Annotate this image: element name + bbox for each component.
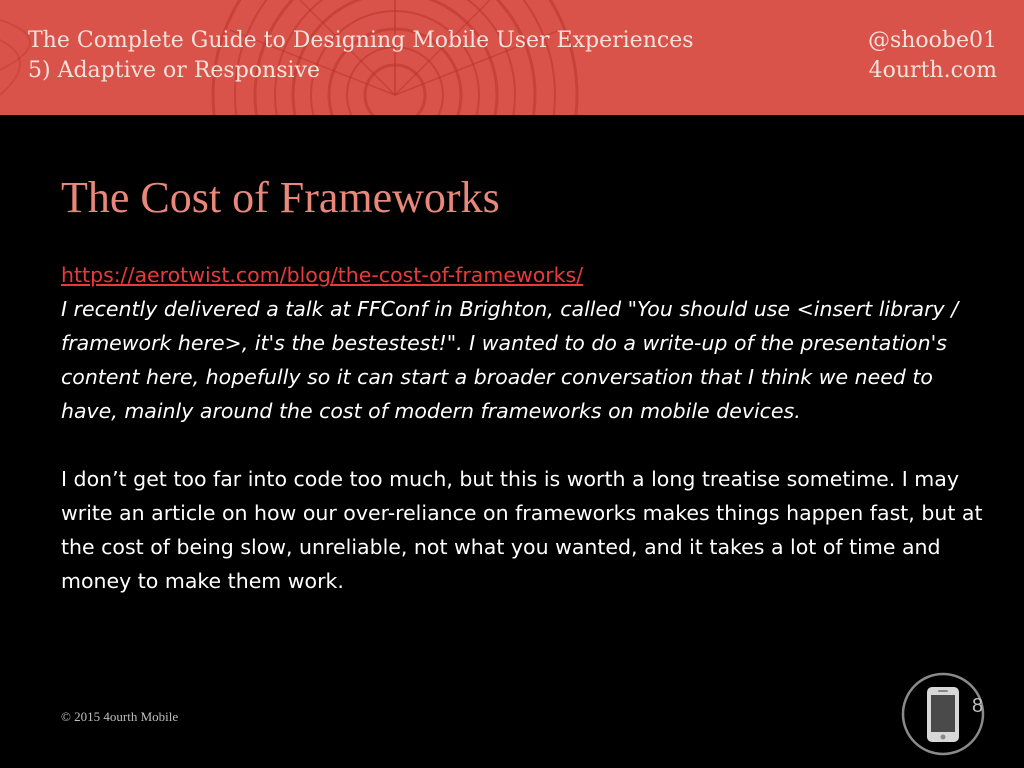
author-handle: @shoobe01: [867, 28, 997, 53]
author-site: 4ourth.com: [868, 58, 997, 83]
slide-header: [0, 0, 1024, 115]
deck-section: 5) Adaptive or Responsive: [28, 58, 320, 83]
copyright-notice: © 2015 4ourth Mobile: [61, 709, 179, 724]
deck-title: The Complete Guide to Designing Mobile User Experiences: [28, 28, 694, 53]
slide-title: The Cost of Frameworks: [61, 173, 500, 222]
slide-body: [61, 258, 986, 598]
article-link[interactable]: https://aerotwist.com/blog/the-cost-of-frameworks/: [61, 263, 584, 287]
page-number: 8: [972, 695, 984, 717]
commentary-paragraph: I don’t get too far into code too much, but this is worth a long treatise sometime. I may write an article on how our over-reliance on frameworks makes things happen fast, but at the cost of being slow, unreliable, not what you wanted, and it takes a lot of time and money to make them work.: [61, 467, 983, 593]
article-quote: I recently delivered a talk at FFConf in Brighton, called "You should use <insert library / framework here>, it's the bestestest!". I wanted to do a write-up of the presentation's content here, hopefully so it can start a broader conversation that I think we need to have, mainly around the cost of modern frameworks on mobile devices.: [61, 297, 959, 423]
